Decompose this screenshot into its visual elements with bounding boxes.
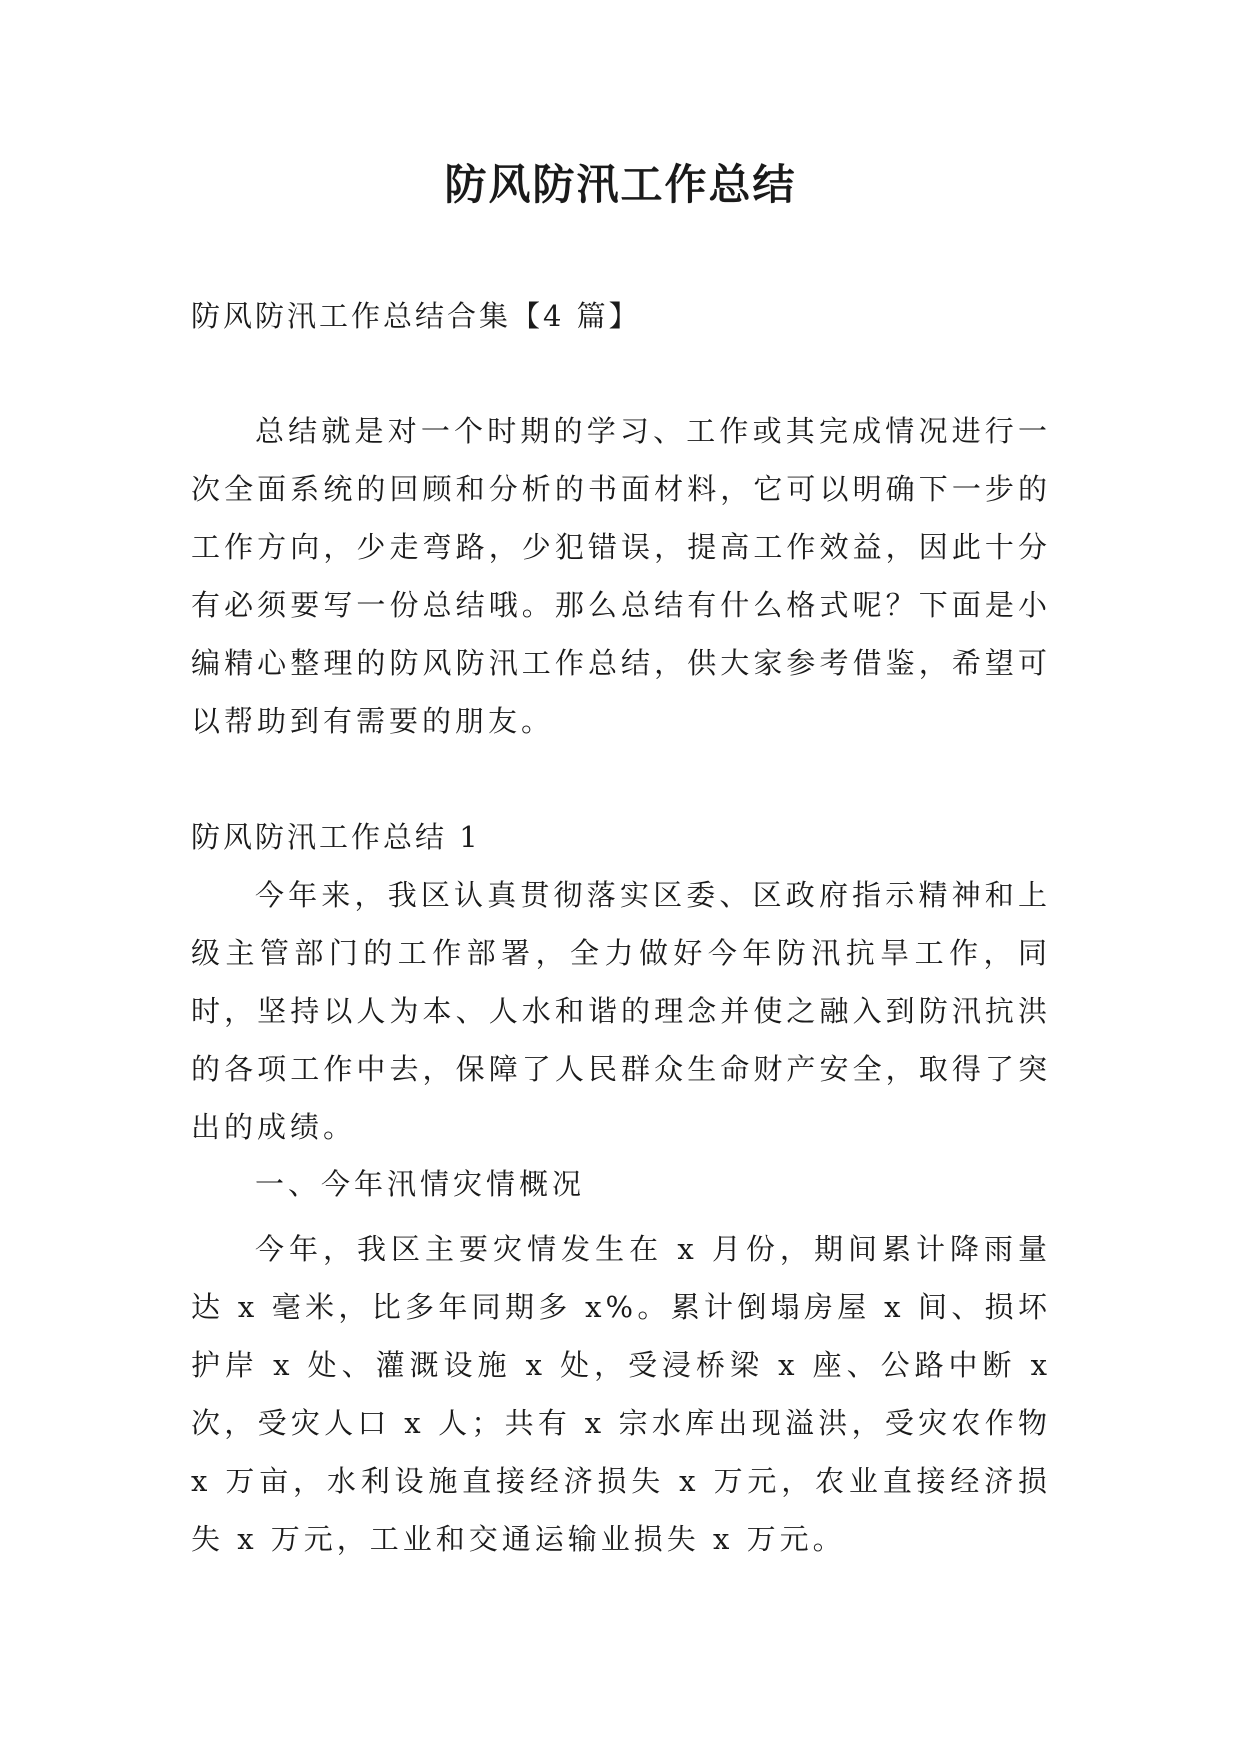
intro-paragraph: 总结就是对一个时期的学习、工作或其完成情况进行一次全面系统的回顾和分析的书面材料，它可以明确下一步的工作方向，少走弯路，少犯错误，提高工作效益，因此十分有必须要写一份总结哦。那么总结有什么格式呢？下面是小编精心整理的防风防汛工作总结，供大家参考借鉴，希望可以帮助到有需要的朋友。 [191, 414, 1051, 738]
section-paragraph-1: 今年来，我区认真贯彻落实区委、区政府指示精神和上级主管部门的工作部署，全力做好今年防汛抗旱工作，同时，坚持以人为本、人水和谐的理念并使之融入到防汛抗洪的各项工作中去，保障了人民群众生命财产安全，取得了突出的成绩。 [191, 878, 1051, 1144]
document-title: 防风防汛工作总结 [444, 160, 797, 209]
section-paragraph-2: 今年，我区主要灾情发生在 x 月份，期间累计降雨量达 x 毫米，比多年同期多 x%。累计倒塌房屋 x 间、损坏护岸 x 处、灌溉设施 x 处，受浸桥梁 x 座、公路中断 x 次，受灾人口 x 人；共有 x 宗水库出现溢洪，受灾农作物 x 万亩，水利设施直接经济损失 x 万元，农业直接经济损失 x 万元，工业和交通运输业损失 x 万元。 [191, 1232, 1051, 1556]
section-heading: 一、今年汛情灾情概况 [255, 1167, 586, 1201]
section-title: 防风防汛工作总结 1 [191, 820, 481, 854]
document-subtitle: 防风防汛工作总结合集【4 篇】 [191, 299, 641, 333]
